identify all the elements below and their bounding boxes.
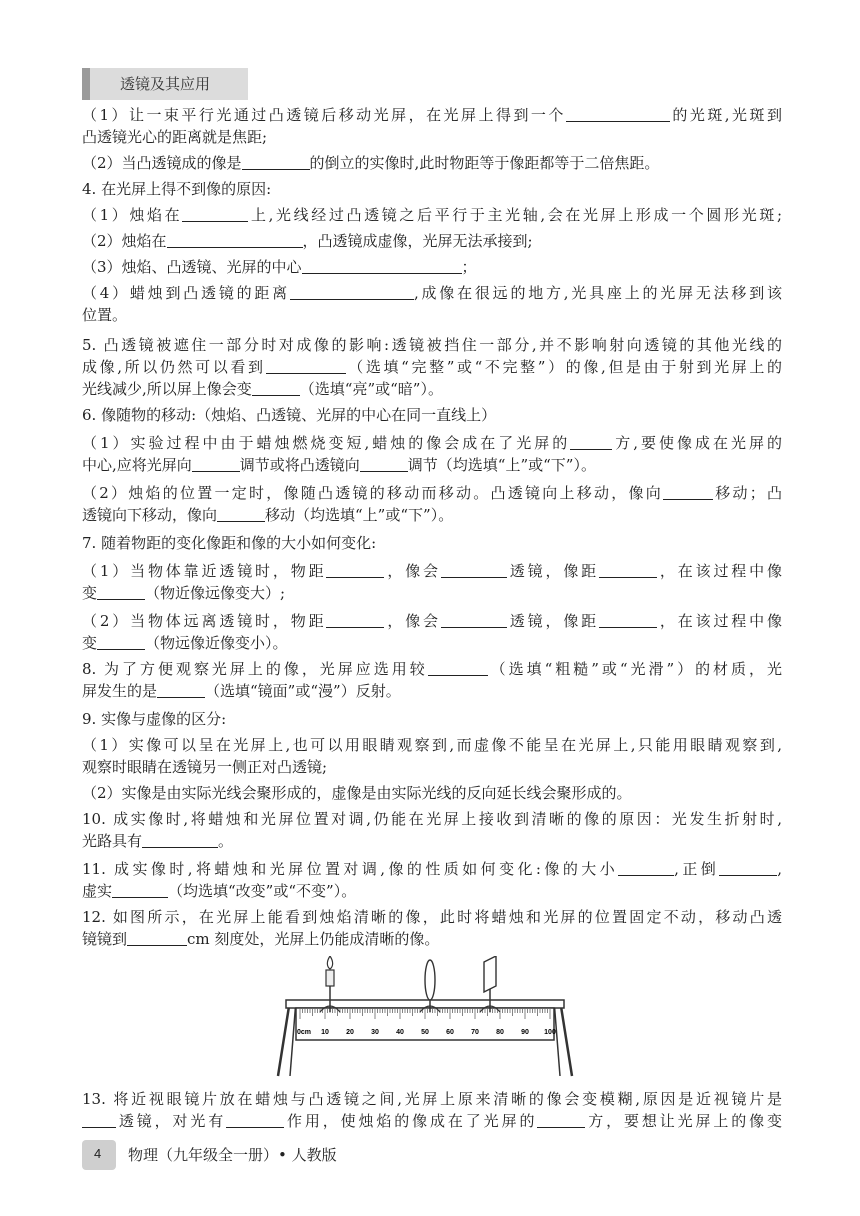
page-number: 4	[94, 1146, 102, 1161]
fill-blank[interactable]	[217, 507, 265, 522]
fill-blank[interactable]	[326, 563, 384, 578]
bench-leg-right	[560, 1000, 572, 1076]
scale-label: 90	[521, 1029, 529, 1036]
fill-blank[interactable]	[266, 359, 346, 374]
text-line: 8. 为了方便观察光屏上的像，光屏应选用较 （选填“粗糙”或“光滑”）的材质，光	[82, 660, 782, 678]
optical-bench-figure	[270, 956, 580, 1078]
candle	[326, 970, 334, 986]
bench-leg-right-inner	[554, 1000, 560, 1076]
text-line: 变 （物近像远像变大）;	[82, 584, 286, 602]
scale-label: 0cm	[296, 1029, 312, 1036]
text-line: 4. 在光屏上得不到像的原因:	[82, 180, 272, 198]
section-header	[82, 68, 248, 100]
scale-label: 80	[496, 1029, 504, 1036]
text-line: （1）实验过程中由于蜡烛燃烧变短,蜡烛的像会成在了光屏的 方,要使像成在光屏的	[82, 434, 782, 452]
text-line: 成像,所以仍然可以看到 （选填“完整”或“不完整”）的像,但是由于射到光屏上的	[82, 358, 782, 376]
text-line: 13. 将近视眼镜片放在蜡烛与凸透镜之间,光屏上原来清晰的像会变模糊,原因是近视镜片是	[82, 1090, 782, 1108]
text-line: 虚实 （均选填“改变”或“不变”）。	[82, 882, 357, 900]
fill-blank[interactable]	[242, 155, 310, 170]
text-line: （3）烛焰、凸透镜、光屏的中心 ；	[82, 258, 477, 276]
text-line: 12. 如图所示，在光屏上能看到烛焰清晰的像，此时将蜡烛和光屏的位置固定不动，移动凸透	[82, 908, 782, 926]
bench-leg-left	[278, 1000, 290, 1076]
fill-blank[interactable]	[360, 457, 408, 472]
fill-blank[interactable]	[326, 613, 384, 628]
fill-blank[interactable]	[142, 833, 218, 848]
fill-blank[interactable]	[441, 563, 507, 578]
page-number-badge	[82, 1140, 116, 1170]
fill-blank[interactable]	[167, 233, 303, 248]
fill-blank[interactable]	[182, 207, 248, 222]
text-line: 凸透镜光心的距离就是焦距;	[82, 128, 268, 146]
bench-leg-left-inner	[290, 1000, 296, 1076]
scale-label: 70	[471, 1029, 479, 1036]
scale-label: 50	[421, 1029, 429, 1036]
text-line: 5. 凸透镜被遮住一部分时对成像的影响:透镜被挡住一部分,并不影响射向透镜的其他光线的	[82, 336, 782, 354]
text-line: 透镜向下移动，像向 移动（均选填“上”或“下”）。	[82, 506, 454, 524]
fill-blank[interactable]	[719, 861, 777, 876]
fill-blank[interactable]	[192, 457, 240, 472]
fill-blank[interactable]	[127, 931, 187, 946]
fill-blank[interactable]	[537, 1113, 585, 1128]
fill-blank[interactable]	[428, 661, 488, 676]
text-line: （1）实像可以呈在光屏上,也可以用眼睛观察到,而虚像不能呈在光屏上,只能用眼睛观察到,	[82, 736, 782, 754]
scale-label: 40	[396, 1029, 404, 1036]
scale-label: 20	[346, 1029, 354, 1036]
text-line: （4）蜡烛到凸透镜的距离 ,成像在很远的地方,光具座上的光屏无法移到该	[82, 284, 782, 302]
text-line: 位置。	[82, 306, 128, 324]
text-line: （2）烛焰的位置一定时，像随凸透镜的移动而移动。凸透镜向上移动，像向 移动；凸	[82, 484, 782, 502]
optical-bench-diagram	[270, 956, 580, 1078]
section-title: 透镜及其应用	[120, 75, 211, 93]
scale-label: 30	[371, 1029, 379, 1036]
fill-blank[interactable]	[570, 435, 612, 450]
fill-blank[interactable]	[97, 635, 145, 650]
fill-blank[interactable]	[599, 563, 657, 578]
text-line: （2）烛焰在 ，凸透镜成虚像，光屏无法承接到;	[82, 232, 533, 250]
fill-blank[interactable]	[252, 381, 300, 396]
scale-label: 10	[321, 1029, 329, 1036]
fill-blank[interactable]	[97, 585, 145, 600]
text-line: 11. 成实像时,将蜡烛和光屏位置对调,像的性质如何变化:像的大小 ,正倒 ,	[82, 860, 782, 878]
text-line: 光路具有 。	[82, 832, 234, 850]
scale-label: 100	[544, 1029, 556, 1036]
text-line: （2）当物体远离透镜时，物距 ，像会 透镜，像距 ，在该过程中像	[82, 612, 782, 630]
text-line: （1）当物体靠近透镜时，物距 ，像会 透镜，像距 ，在该过程中像	[82, 562, 782, 580]
fill-blank[interactable]	[618, 861, 674, 876]
text-line: 6. 像随物的移动:（烛焰、凸透镜、光屏的中心在同一直线上）	[82, 406, 497, 424]
fill-blank[interactable]	[290, 285, 414, 300]
fill-blank[interactable]	[663, 485, 713, 500]
fill-blank[interactable]	[157, 683, 205, 698]
text-line: 变 （物远像近像变小）。	[82, 634, 288, 652]
fill-blank[interactable]	[112, 883, 168, 898]
text-line: 观察时眼睛在透镜另一侧正对凸透镜;	[82, 758, 328, 776]
scale-label: 60	[446, 1029, 454, 1036]
footer-title: 物理（九年级全一册）• 人教版	[128, 1146, 337, 1164]
text-line: （1）烛焰在 上,光线经过凸透镜之后平行于主光轴,会在光屏上形成一个圆形光斑;	[82, 206, 782, 224]
text-line: 中心,应将光屏向 调节或将凸透镜向 调节（均选填“上”或“下”）。	[82, 456, 596, 474]
text-line: 镜镜到 cm 刻度处，光屏上仍能成清晰的像。	[82, 930, 440, 948]
text-line: 10. 成实像时,将蜡烛和光屏位置对调,仍能在光屏上接收到清晰的像的原因：光发生折射时,	[82, 810, 782, 828]
text-line: 透镜，对光有 作用，使烛焰的像成在了光屏的 方，要想让光屏上的像变	[82, 1110, 782, 1132]
fill-blank[interactable]	[226, 1113, 284, 1128]
text-line: 7. 随着物距的变化像距和像的大小如何变化:	[82, 534, 377, 552]
text-line: （1）让一束平行光通过凸透镜后移动光屏，在光屏上得到一个 的光斑,光斑到	[82, 106, 782, 124]
fill-blank[interactable]	[566, 107, 670, 122]
fill-blank[interactable]	[599, 613, 657, 628]
text-line: 9. 实像与虚像的区分:	[82, 710, 227, 728]
text-line: （2）当凸透镜成的像是 的倒立的实像时,此时物距等于像距都等于二倍焦距。	[82, 154, 660, 172]
fill-blank[interactable]	[302, 259, 462, 274]
fill-blank[interactable]	[441, 613, 507, 628]
text-line: （2）实像是由实际光线会聚形成的，虚像是由实际光线的反向延长线会聚形成的。	[82, 784, 632, 802]
text-line: 屏发生的是 （选填“镜面”或“漫”）反射。	[82, 682, 401, 700]
text-line: 光线减少,所以屏上像会变 （选填“亮”或“暗”）。	[82, 380, 443, 398]
candle-flame	[327, 956, 332, 969]
fill-blank[interactable]	[82, 1113, 116, 1128]
